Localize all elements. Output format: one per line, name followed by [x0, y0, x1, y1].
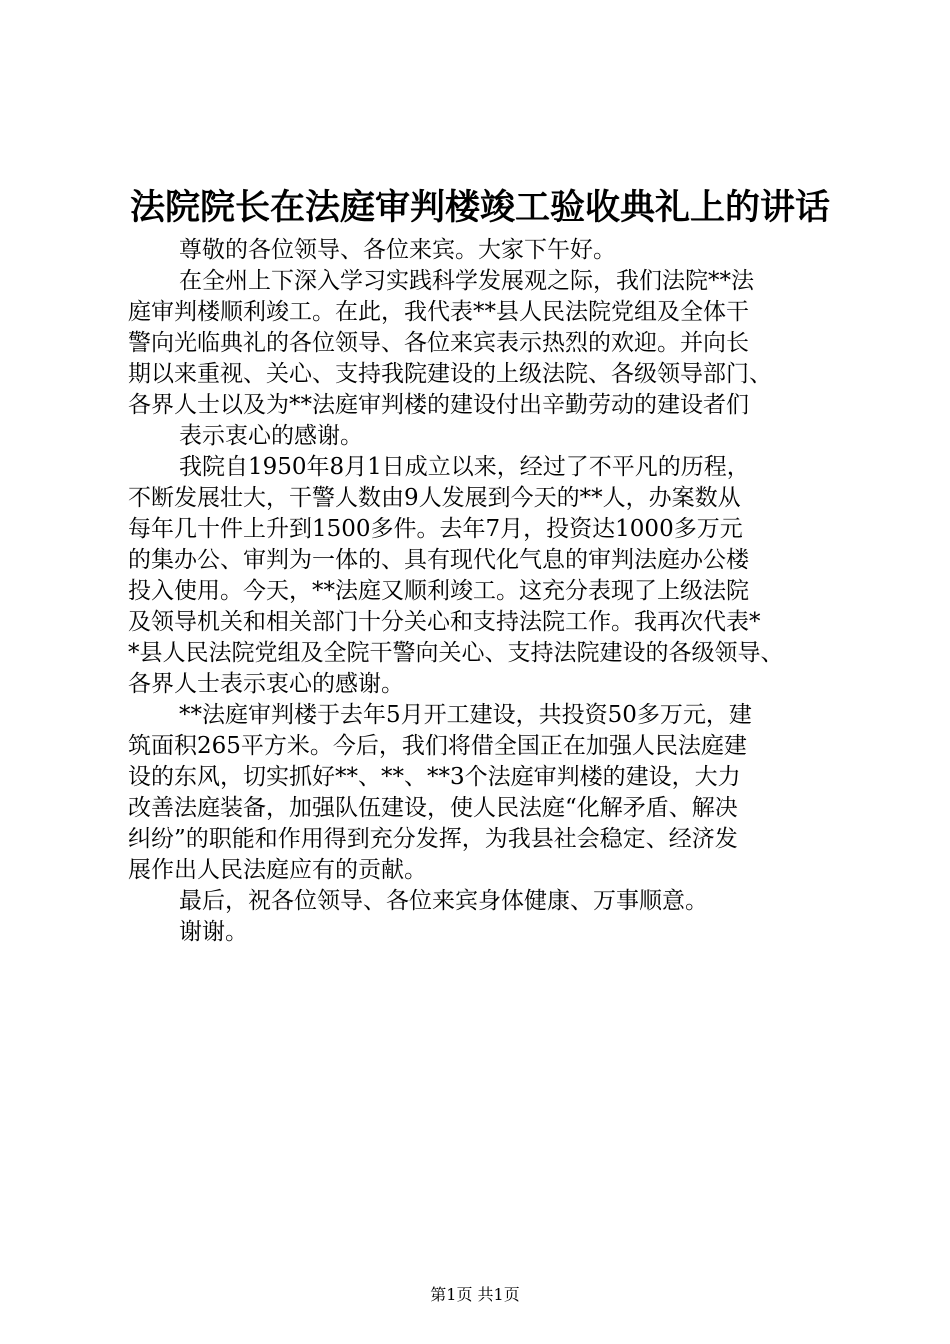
paragraph-line: 表示衷心的感谢。: [179, 423, 363, 449]
page-number-footer: 第1页 共1页: [430, 1285, 520, 1304]
paragraph-line: 的集办公、审判为一体的、具有现代化气息的审判法庭办公楼: [128, 547, 749, 573]
paragraph-line: 每年几十件上升到1500多件。去年7月，投资达1000多万元: [128, 516, 743, 542]
paragraph-line: 在全州上下深入学习实践科学发展观之际，我们法院**法: [179, 268, 754, 294]
paragraph-line: 设的东风，切实抓好**、**、**3个法庭审判楼的建设，大力: [128, 764, 741, 790]
document-title: 法院院长在法庭审判楼竣工验收典礼上的讲话: [129, 187, 830, 228]
paragraph-line: 期以来重视、关心、支持我院建设的上级法院、各级领导部门、: [128, 361, 772, 387]
paragraph-line: 投入使用。今天，**法庭又顺利竣工。这充分表现了上级法院: [128, 578, 749, 604]
paragraph-line: 庭审判楼顺利竣工。在此，我代表**县人民法院党组及全体干: [128, 299, 749, 325]
paragraph-line: 筑面积265平方米。今后，我们将借全国正在加强人民法庭建: [128, 733, 747, 759]
paragraph-line: 改善法庭装备，加强队伍建设，使人民法庭“化解矛盾、解决: [128, 795, 738, 821]
paragraph-line: 警向光临典礼的各位领导、各位来宾表示热烈的欢迎。并向长: [128, 330, 749, 356]
paragraph-line: 各界人士表示衷心的感谢。: [128, 671, 404, 697]
paragraph-line: 谢谢。: [179, 919, 248, 945]
paragraph-line: **法庭审判楼于去年5月开工建设，共投资50多万元，建: [179, 702, 752, 728]
paragraph-line: 不断发展壮大，干警人数由9人发展到今天的**人，办案数从: [128, 485, 741, 511]
paragraph-line: *县人民法院党组及全院干警向关心、支持法院建设的各级领导、: [128, 640, 784, 666]
paragraph-line: 及领导机关和相关部门十分关心和支持法院工作。我再次代表*: [128, 609, 761, 635]
paragraph-line: 尊敬的各位领导、各位来宾。大家下午好。: [179, 237, 616, 263]
paragraph-line: 纠纷”的职能和作用得到充分发挥，为我县社会稳定、经济发: [128, 826, 738, 852]
paragraph-line: 展作出人民法庭应有的贡献。: [128, 857, 427, 883]
paragraph-line: 我院自1950年8月1日成立以来，经过了不平凡的历程，: [179, 454, 750, 480]
paragraph-line: 最后，祝各位领导、各位来宾身体健康、万事顺意。: [179, 888, 708, 914]
paragraph-line: 各界人士以及为**法庭审判楼的建设付出辛勤劳动的建设者们: [128, 392, 749, 418]
